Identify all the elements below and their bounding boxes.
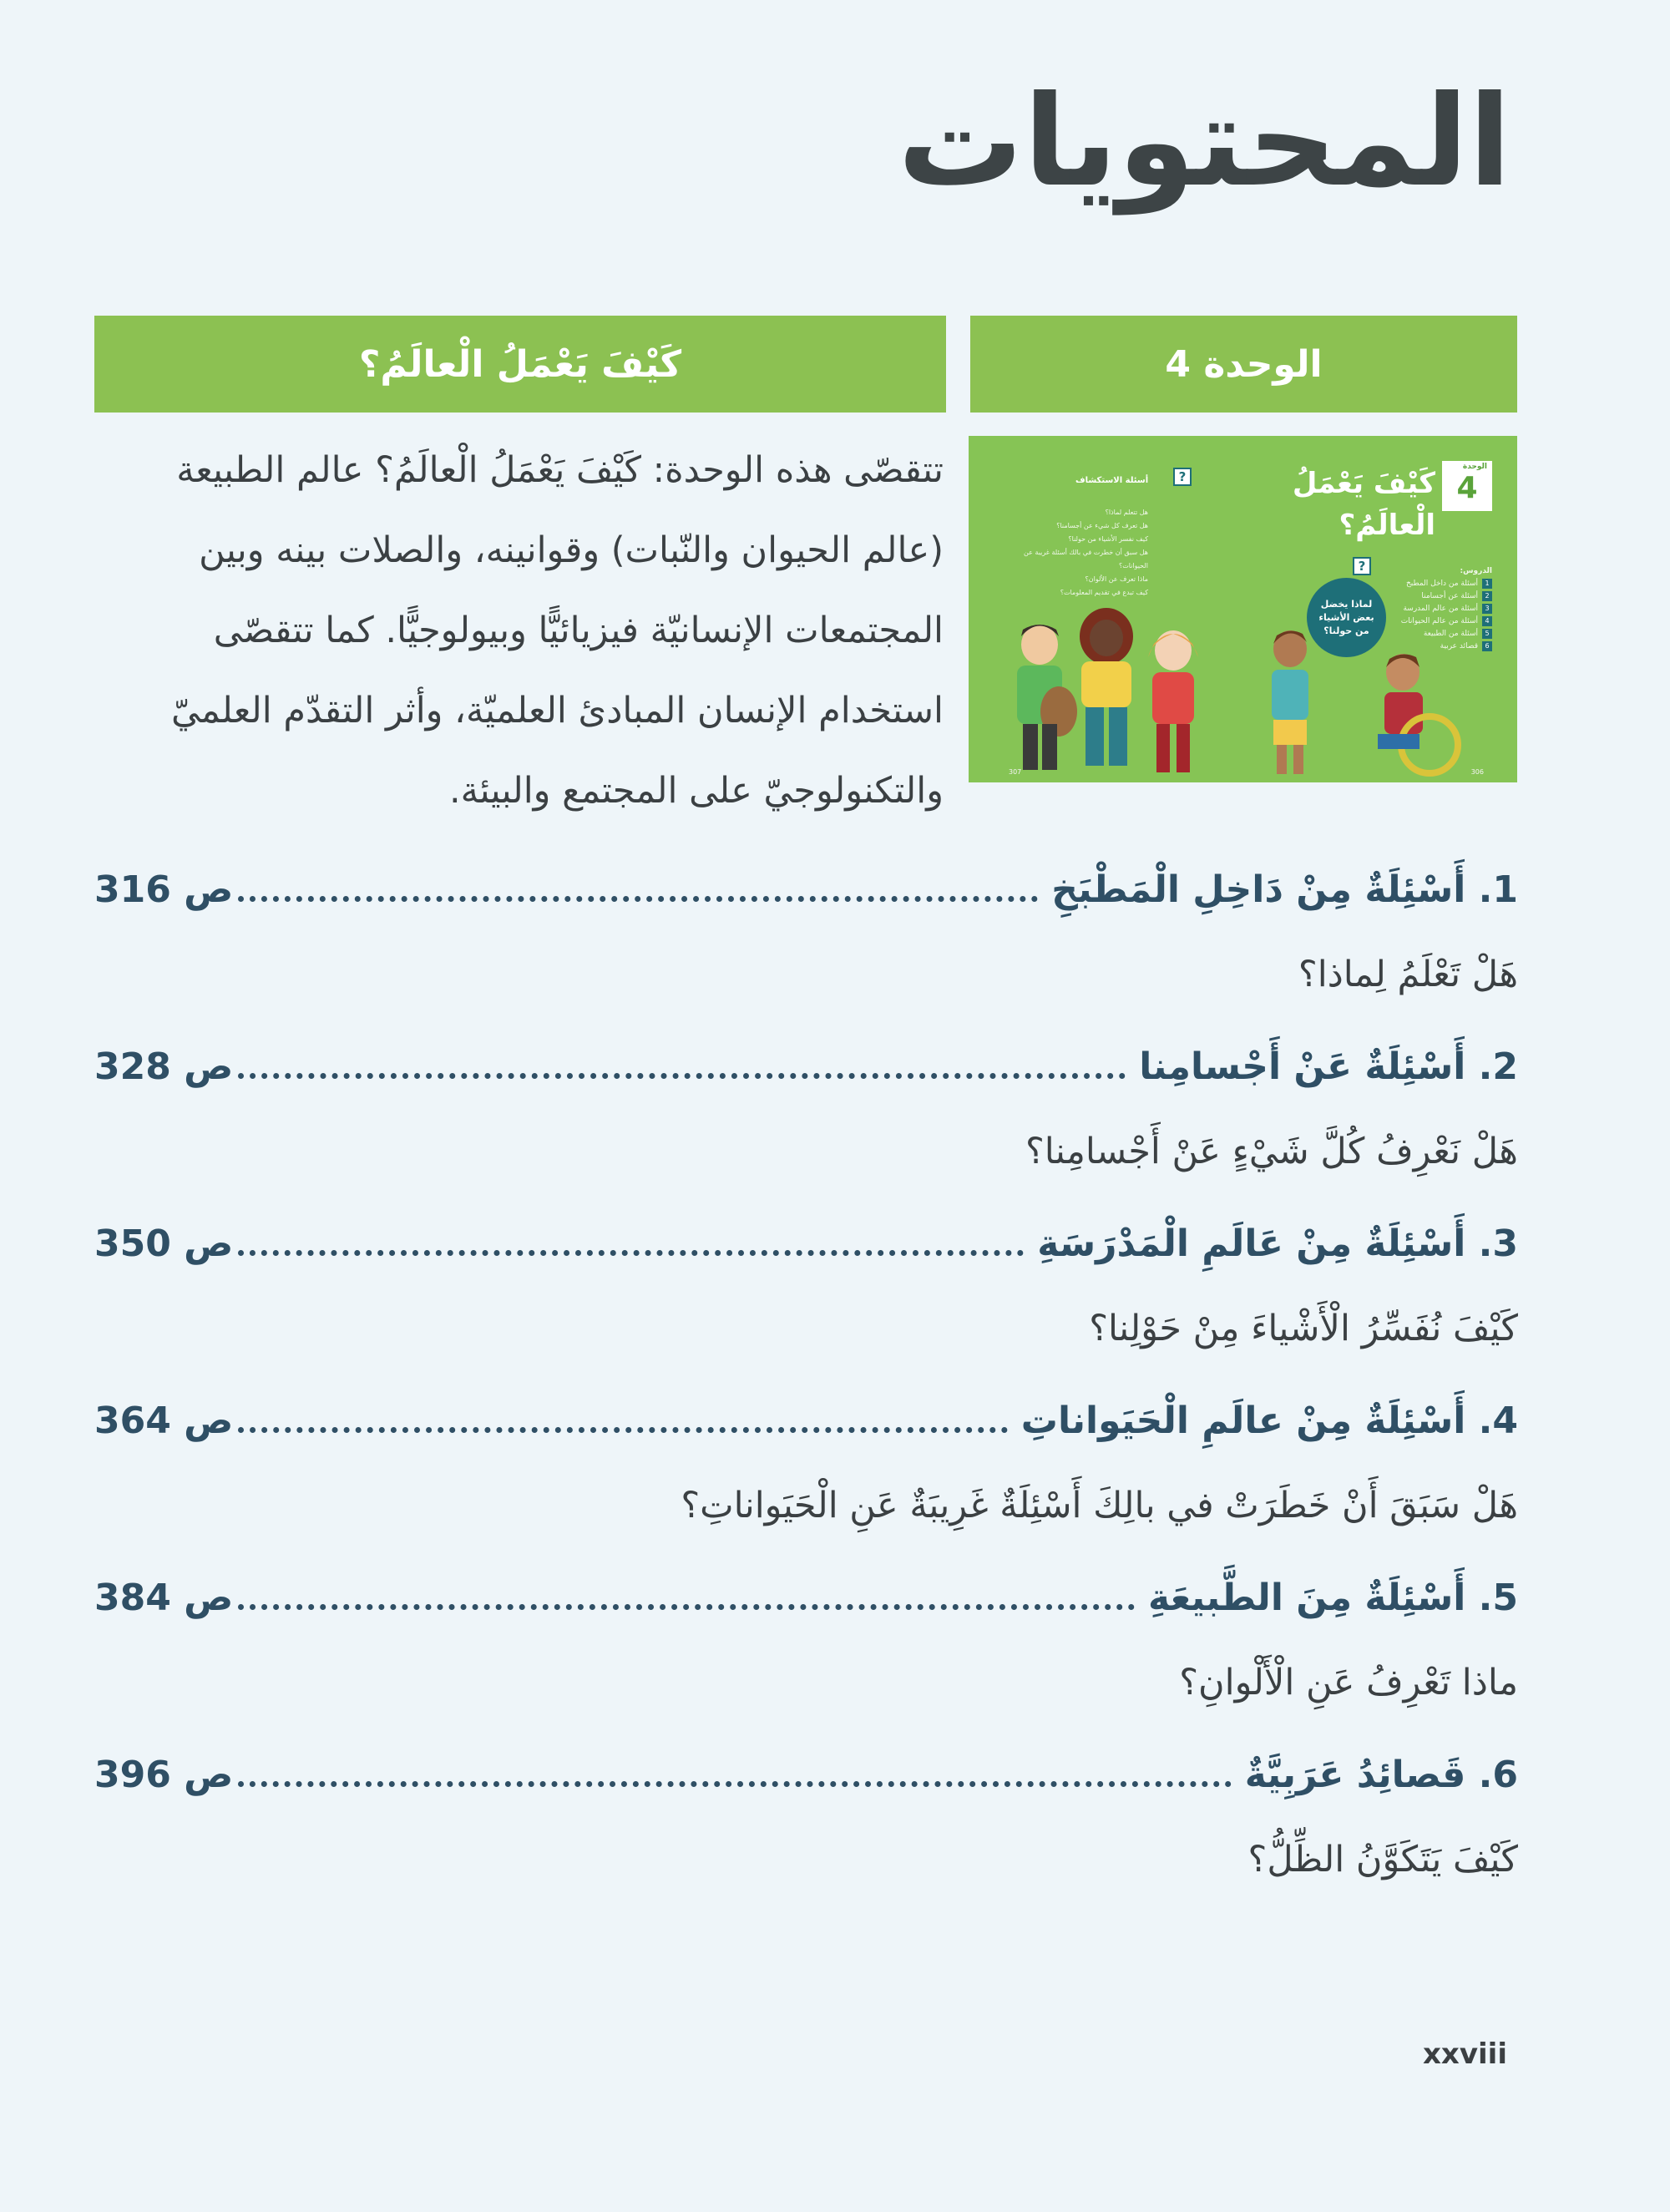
child-wheelchair-illustration <box>1361 649 1461 778</box>
toc-entry-page[interactable]: ص 396 <box>94 1754 234 1796</box>
lesson-item: 1أسئلة من داخل المطبخ <box>1401 578 1492 590</box>
cover-page-number-left: 307 <box>1009 768 1022 776</box>
toc-entry-page[interactable]: ص 328 <box>94 1045 234 1088</box>
cover-unit-box <box>1442 461 1492 511</box>
lesson-item: 3أسئلة من عالم المدرسة <box>1401 603 1492 615</box>
lesson-item: 6قصائد عربية <box>1401 640 1492 653</box>
cover-lessons-list <box>1401 565 1492 653</box>
toc-entry-title[interactable]: 3. أَسْئِلَةٌ مِنْ عَالَمِ الْمَدْرَسَةِ <box>1037 1222 1518 1265</box>
toc-entry[interactable] <box>94 1400 1518 1577</box>
toc-entry-subtitle: هَلْ تَعْلَمُ لِماذا؟ <box>1298 954 1518 995</box>
dot-leader <box>238 1073 1126 1079</box>
dot-leader <box>238 1427 1007 1433</box>
inquiry-question: ماذا تعرف عن الألوان؟ <box>1085 575 1148 583</box>
lesson-item: 2أسئلة عن أجسامنا <box>1401 590 1492 603</box>
toc-entry-page[interactable]: ص 316 <box>94 868 234 911</box>
dot-leader <box>238 896 1038 902</box>
toc-entry[interactable] <box>94 1577 1518 1754</box>
cover-page-number-right: 306 <box>1470 768 1484 776</box>
question-card-icon: ? <box>1173 468 1192 486</box>
toc-entry[interactable] <box>94 1754 1518 1931</box>
unit-label-band <box>970 316 1517 413</box>
page-folio-number: xxviii <box>1423 2037 1507 2071</box>
toc-entry[interactable] <box>94 868 1518 1045</box>
cover-question-bubble: لماذا يخضل بعض الأشياء من حولنا؟ <box>1307 578 1386 657</box>
child-red-sweater-illustration <box>1136 624 1211 778</box>
toc-entry-title[interactable]: 2. أَسْئِلَةٌ عَنْ أَجْسامِنا <box>1139 1045 1518 1088</box>
lesson-item: 4أسئلة من عالم الحيوانات <box>1401 615 1492 628</box>
inquiry-question: كيف تبدع في تقديم المعلومات؟ <box>1060 589 1148 596</box>
toc-entry-subtitle: ماذا تَعْرِفُ عَنِ الْأَلْوانِ؟ <box>1179 1662 1518 1703</box>
toc-entry-page[interactable]: ص 350 <box>94 1222 234 1265</box>
unit-title-band <box>94 316 946 413</box>
cover-unit-number: 4 <box>1456 471 1478 505</box>
unit-intro-paragraph: تتقصّى هذه الوحدة: كَيْفَ يَعْمَلُ الْعالَمُ؟ عالم الطبيعة (عالم الحيوان والنّبات) وقوانينه، والصلات بينه وبين المجتمعات الإنسانيّة فيزيائيًّا وبيولوجيًّا. كما تتقصّى استخدام الإنسان المبادئ العلميّة، وأثر التقدّم العلميّ والتكنولوجيّ على المجتمع والبيئة. <box>170 449 944 812</box>
dot-leader <box>238 1781 1231 1787</box>
cover-title: كَيْفَ يَعْمَلُ الْعالَمُ؟ <box>1292 467 1435 542</box>
inquiry-question: هل تعرف كل شيء عن أجسامنا؟ <box>1056 522 1148 529</box>
inquiry-question: كيف نفسر الأشياء من حولنا؟ <box>1068 535 1148 543</box>
dot-leader <box>238 1250 1024 1256</box>
unit-title: كَيْفَ يَعْمَلُ الْعالَمُ؟ <box>358 342 682 386</box>
toc-entry-title[interactable]: 4. أَسْئِلَةٌ مِنْ عالَمِ الْحَيَواناتِ <box>1020 1400 1518 1442</box>
toc-entry-title[interactable]: 5. أَسْئِلَةٌ مِنَ الطَّبيعَةِ <box>1148 1577 1518 1619</box>
toc-entry-subtitle: كَيْفَ نُفَسِّرُ الْأَشْياءَ مِنْ حَوْلِنا؟ <box>1089 1308 1518 1349</box>
unit-label: الوحدة 4 <box>1165 342 1323 386</box>
toc-entry-subtitle: هَلْ نَعْرِفُ كُلَّ شَيْءٍ عَنْ أَجْسامِنا؟ <box>1025 1131 1518 1172</box>
table-of-contents <box>94 868 1518 1931</box>
question-card-icon: ? <box>1353 557 1371 575</box>
toc-entry-title[interactable]: 1. أَسْئِلَةٌ مِنْ دَاخِلِ الْمَطْبَخِ <box>1051 868 1518 911</box>
toc-entry-subtitle: هَلْ سَبَقَ أَنْ خَطَرَتْ في بالِكَ أَسْئِلَةٌ غَرِيبَةٌ عَنِ الْحَيَواناتِ؟ <box>681 1485 1518 1526</box>
toc-entry[interactable] <box>94 1045 1518 1222</box>
toc-entry-page[interactable]: ص 384 <box>94 1577 234 1619</box>
cover-inquiry-list <box>1002 506 1148 600</box>
page-title: المحتويات <box>897 69 1511 215</box>
dot-leader <box>238 1604 1135 1610</box>
toc-entry-subtitle: كَيْفَ يَتَكَوَّنُ الظِّلُّ؟ <box>1247 1839 1518 1880</box>
unit-cover-thumbnail <box>969 436 1517 782</box>
lesson-item: 5أسئلة من الطبيعة <box>1401 628 1492 640</box>
toc-entry-page[interactable]: ص 364 <box>94 1400 234 1442</box>
lessons-title: الدروس: <box>1460 567 1492 575</box>
toc-entry[interactable] <box>94 1222 1518 1400</box>
inquiry-question: هل سبق أن خطرت في بالك أسئلة غريبة عن الحيوانات؟ <box>1024 549 1148 569</box>
inquiry-question: هل تتعلم لماذا؟ <box>1105 509 1148 516</box>
cover-inquiry-title: أسئلة الاستكشاف <box>1075 476 1149 485</box>
child-teal-shirt-illustration <box>1257 624 1323 778</box>
toc-entry-title[interactable]: 6. قَصائِدُ عَرَبِيَّةٌ <box>1244 1754 1518 1796</box>
cover-unit-small-label: الوحدة <box>1462 463 1487 471</box>
